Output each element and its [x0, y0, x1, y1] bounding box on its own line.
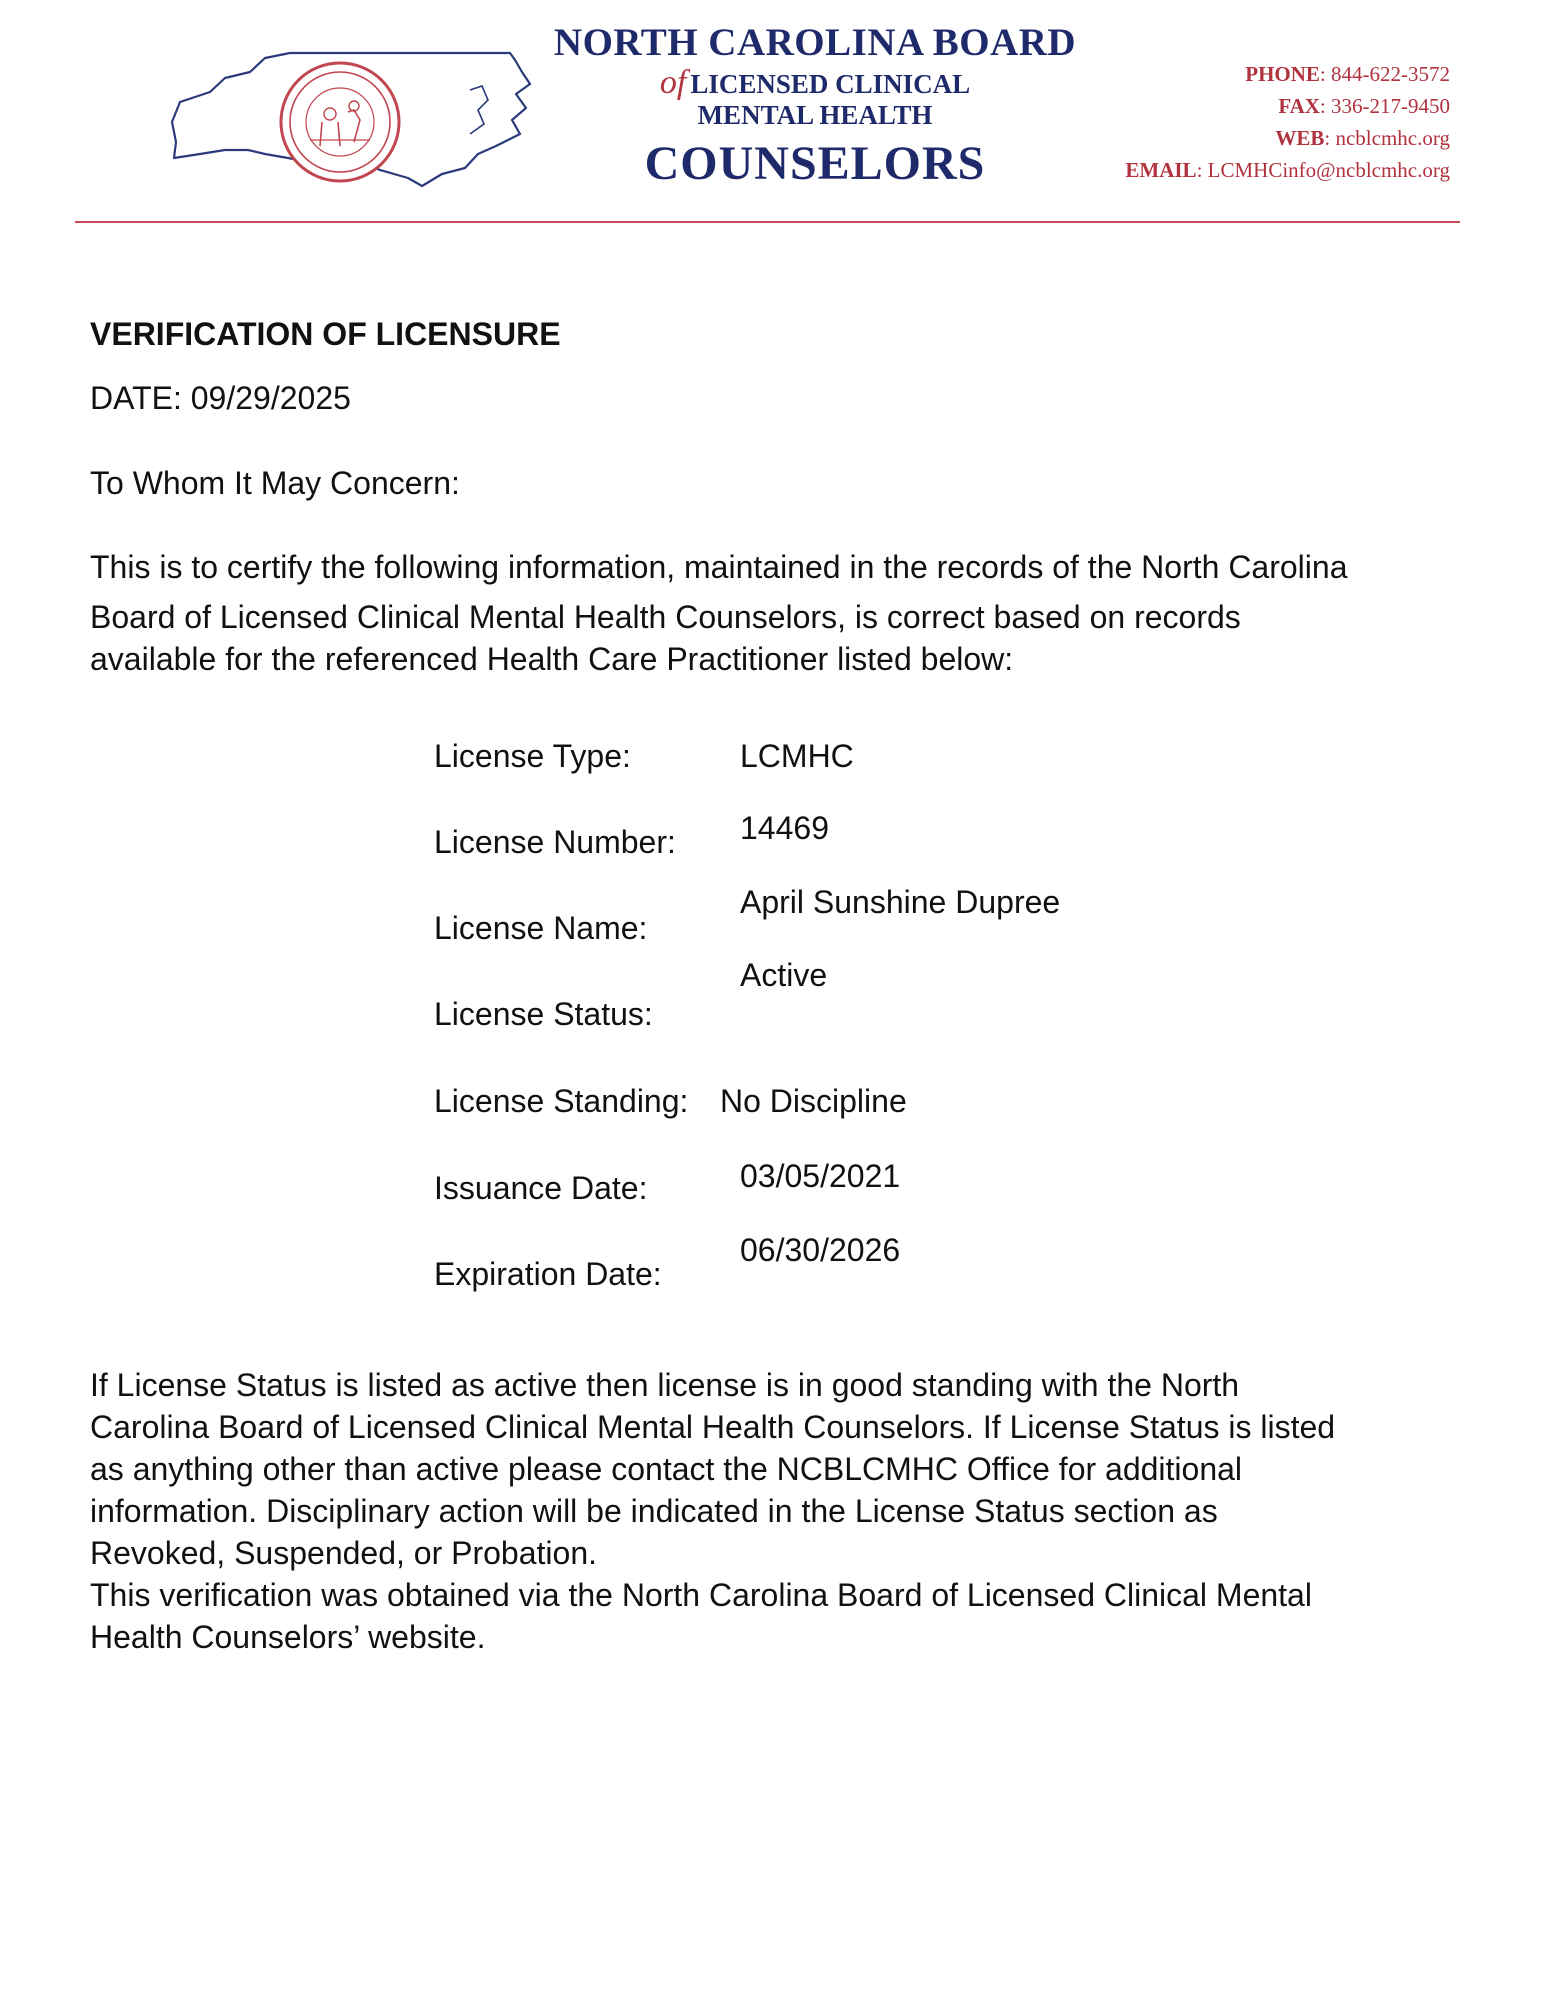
closing-line: information. Disciplinary action will be indicated in the License Status section as: [90, 1493, 1218, 1529]
contact-block: [1125, 58, 1450, 186]
license-number-label: License Number:: [434, 824, 676, 860]
closing-line: Revoked, Suspended, or Probation.: [90, 1535, 597, 1571]
closing-line: If License Status is listed as active then license is in good standing with the North: [90, 1367, 1240, 1403]
intro-line: Board of Licensed Clinical Mental Health Counselors, is correct based on records: [90, 599, 1241, 635]
license-name-value: April Sunshine Dupree: [740, 884, 1061, 920]
north-carolina-map-icon: [170, 50, 535, 195]
board-name-line2-text: LICENSED CLINICAL: [690, 69, 971, 99]
license-type-label: License Type:: [434, 738, 631, 774]
board-name-line3: MENTAL HEALTH: [697, 100, 933, 130]
fax-value: : 336-217-9450: [1319, 94, 1450, 118]
expiration-date-label: Expiration Date:: [434, 1256, 662, 1292]
board-name-of: of: [659, 64, 687, 101]
header-divider: [75, 221, 1460, 223]
fax-label: FAX: [1278, 94, 1320, 118]
closing-paragraph: [90, 1364, 1480, 1658]
intro-line: available for the referenced Health Care Practitioner listed below:: [90, 641, 1014, 677]
license-status-value: Active: [740, 957, 828, 993]
document-heading: VERIFICATION OF LICENSURE: [90, 316, 561, 352]
license-status-label: License Status:: [434, 996, 653, 1032]
expiration-date-value: 06/30/2026: [740, 1232, 901, 1268]
board-name: [535, 20, 1095, 193]
nc-map-with-seal: [170, 50, 535, 195]
board-name-line1: NORTH CAROLINA BOARD: [553, 21, 1077, 64]
salutation: To Whom It May Concern:: [90, 465, 460, 501]
closing-line: Health Counselors’ website.: [90, 1619, 486, 1655]
phone-value: : 844-622-3572: [1319, 62, 1450, 86]
email-value[interactable]: : LCMHCinfo@ncblcmhc.org: [1196, 158, 1450, 182]
phone-label: PHONE: [1245, 62, 1320, 86]
web-value[interactable]: : ncblcmhc.org: [1324, 126, 1450, 150]
document-date: DATE: 09/29/2025: [90, 380, 351, 416]
seal-icon: [281, 63, 399, 181]
issuance-date-value: 03/05/2021: [740, 1158, 901, 1194]
contact-fax: [1125, 90, 1450, 122]
intro-line: This is to certify the following information, maintained in the records of the North Carolina: [90, 549, 1348, 585]
issuance-date-label: Issuance Date:: [434, 1170, 648, 1206]
license-standing-value: No Discipline: [720, 1083, 907, 1119]
contact-web: [1125, 122, 1450, 154]
closing-line: Carolina Board of Licensed Clinical Mental Health Counselors. If License Status is listed: [90, 1409, 1336, 1445]
closing-line: This verification was obtained via the North Carolina Board of Licensed Clinical Mental: [90, 1577, 1312, 1613]
board-name-line2: [535, 64, 1095, 101]
board-name-line4: COUNSELORS: [644, 137, 986, 190]
intro-paragraph: [90, 546, 1490, 680]
contact-email: [1125, 154, 1450, 186]
email-label: EMAIL: [1125, 158, 1197, 182]
license-name-label: License Name:: [434, 910, 648, 946]
license-standing-label: License Standing:: [434, 1083, 689, 1119]
web-label: WEB: [1275, 126, 1325, 150]
license-type-value: LCMHC: [740, 738, 854, 774]
closing-line: as anything other than active please contact the NCBLCMHC Office for additional: [90, 1451, 1243, 1487]
contact-phone: [1125, 58, 1450, 90]
license-number-value: 14469: [740, 810, 829, 846]
